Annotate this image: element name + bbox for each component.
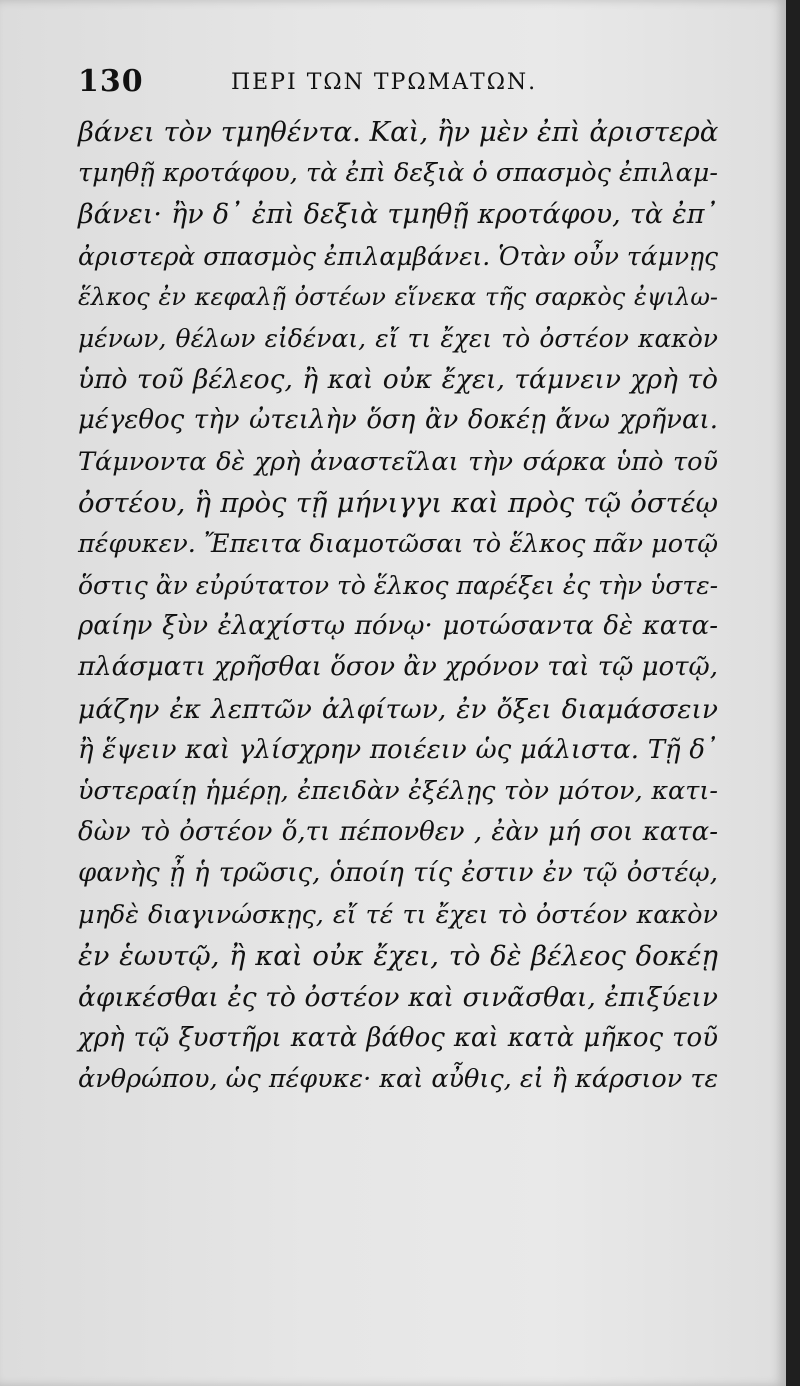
text-line: βάνει· ἢν δ᾽ ἐπὶ δεξιὰ τμηθῇ κροτάφου, τὰ ἐπ᾽ [78,199,718,231]
text-line: ἀριστερὰ σπασμὸς ἐπιλαμβάνει. Ὁτὰν οὖν τάμνῃς [78,241,719,271]
text-line: ὀστέου, ἣ πρὸς τῇ μήνιγγι καὶ πρὸς τῷ ὀστέῳ [78,486,718,519]
text-line: μηδὲ διαγινώσκῃς, εἴ τέ τι ἔχει τὸ ὀστέον κακὸν [78,899,718,930]
text-line: πέφυκεν. Ἔπειτα διαμοτῶσαι τὸ ἕλκος πᾶν μοτῷ [78,528,718,559]
text-line: μάζην ἐκ λεπτῶν ἀλφίτων, ἐν ὄξει διαμάσσειν [78,693,718,725]
text-line: μένων, θέλων εἰδέναι, εἴ τι ἔχει τὸ ὀστέον κακὸν [78,323,718,353]
text-line: Τάμνοντα δὲ χρὴ ἀναστεῖλαι τὴν σάρκα ὑπὸ τοῦ [78,446,718,477]
page-edge [786,0,800,1386]
text-line: ἀνθρώπου, ὡς πέφυκε· καὶ αὖθις, εἰ ἢ κάρσιον τε [78,1064,719,1095]
text-line: τμηθῇ κροτάφου, τὰ ἐπὶ δεξιὰ ὁ σπασμὸς ἐπιλαμ- [78,158,718,189]
running-head: ΠΕΡΙ ΤΩΝ ΤΡΩΜΑΤΩΝ. [231,70,538,95]
text-line: ἕλκος ἐν κεφαλῇ ὀστέων εἵνεκα τῆς σαρκὸς ἐψιλω- [78,282,718,311]
text-line: δὼν τὸ ὀστέον ὅ,τι πέπονθεν , ἐὰν μή σοι κατα- [78,817,718,848]
text-line: ἐν ἑωυτῷ, ἢ καὶ οὐκ ἔχει, τὸ δὲ βέλεος δοκέῃ [78,939,718,972]
text-line: μέγεθος τὴν ὠτειλὴν ὅση ἂν δοκέῃ ἄνω χρῆναι. [78,405,718,436]
page-header [78,64,718,104]
text-line: χρὴ τῷ ξυστῆρι κατὰ βάθος καὶ κατὰ μῆκος τοῦ [78,1023,718,1054]
text-line: ὑστεραίῃ ἡμέρῃ, ἐπειδὰν ἐξέλῃς τὸν μότον, κατι- [78,776,718,806]
text-line: βάνει τὸν τμηθέντα. Καὶ, ἢν μὲν ἐπὶ ἀριστερὰ [78,116,719,148]
text-line: πλάσματι χρῆσθαι ὅσον ἂν χρόνον ταὶ τῷ μοτῷ, [78,652,718,683]
text-line: φανὴς ᾖ ἡ τρῶσις, ὁποίη τίς ἐστιν ἐν τῷ ὀστέῳ, [78,858,718,889]
body-text [78,112,718,1101]
text-line: ἀφικέσθαι ἐς τὸ ὀστέον καὶ σινᾶσθαι, ἐπιξύειν [78,981,718,1013]
text-line: ραίην ξὺν ἐλαχίστῳ πόνῳ· μοτώσαντα δὲ κατα- [78,611,718,642]
page-number: 130 [78,64,144,99]
text-line: ἢ ἕψειν καὶ γλίσχρην ποιέειν ὡς μάλιστα. Τῇ δ᾽ [78,734,718,765]
text-line: ὅστις ἂν εὐρύτατον τὸ ἕλκος παρέξει ἐς τὴν ὑστε- [78,571,719,601]
text-line: ὑπὸ τοῦ βέλεος, ἢ καὶ οὐκ ἔχει, τάμνειν χρὴ τὸ [78,364,718,396]
